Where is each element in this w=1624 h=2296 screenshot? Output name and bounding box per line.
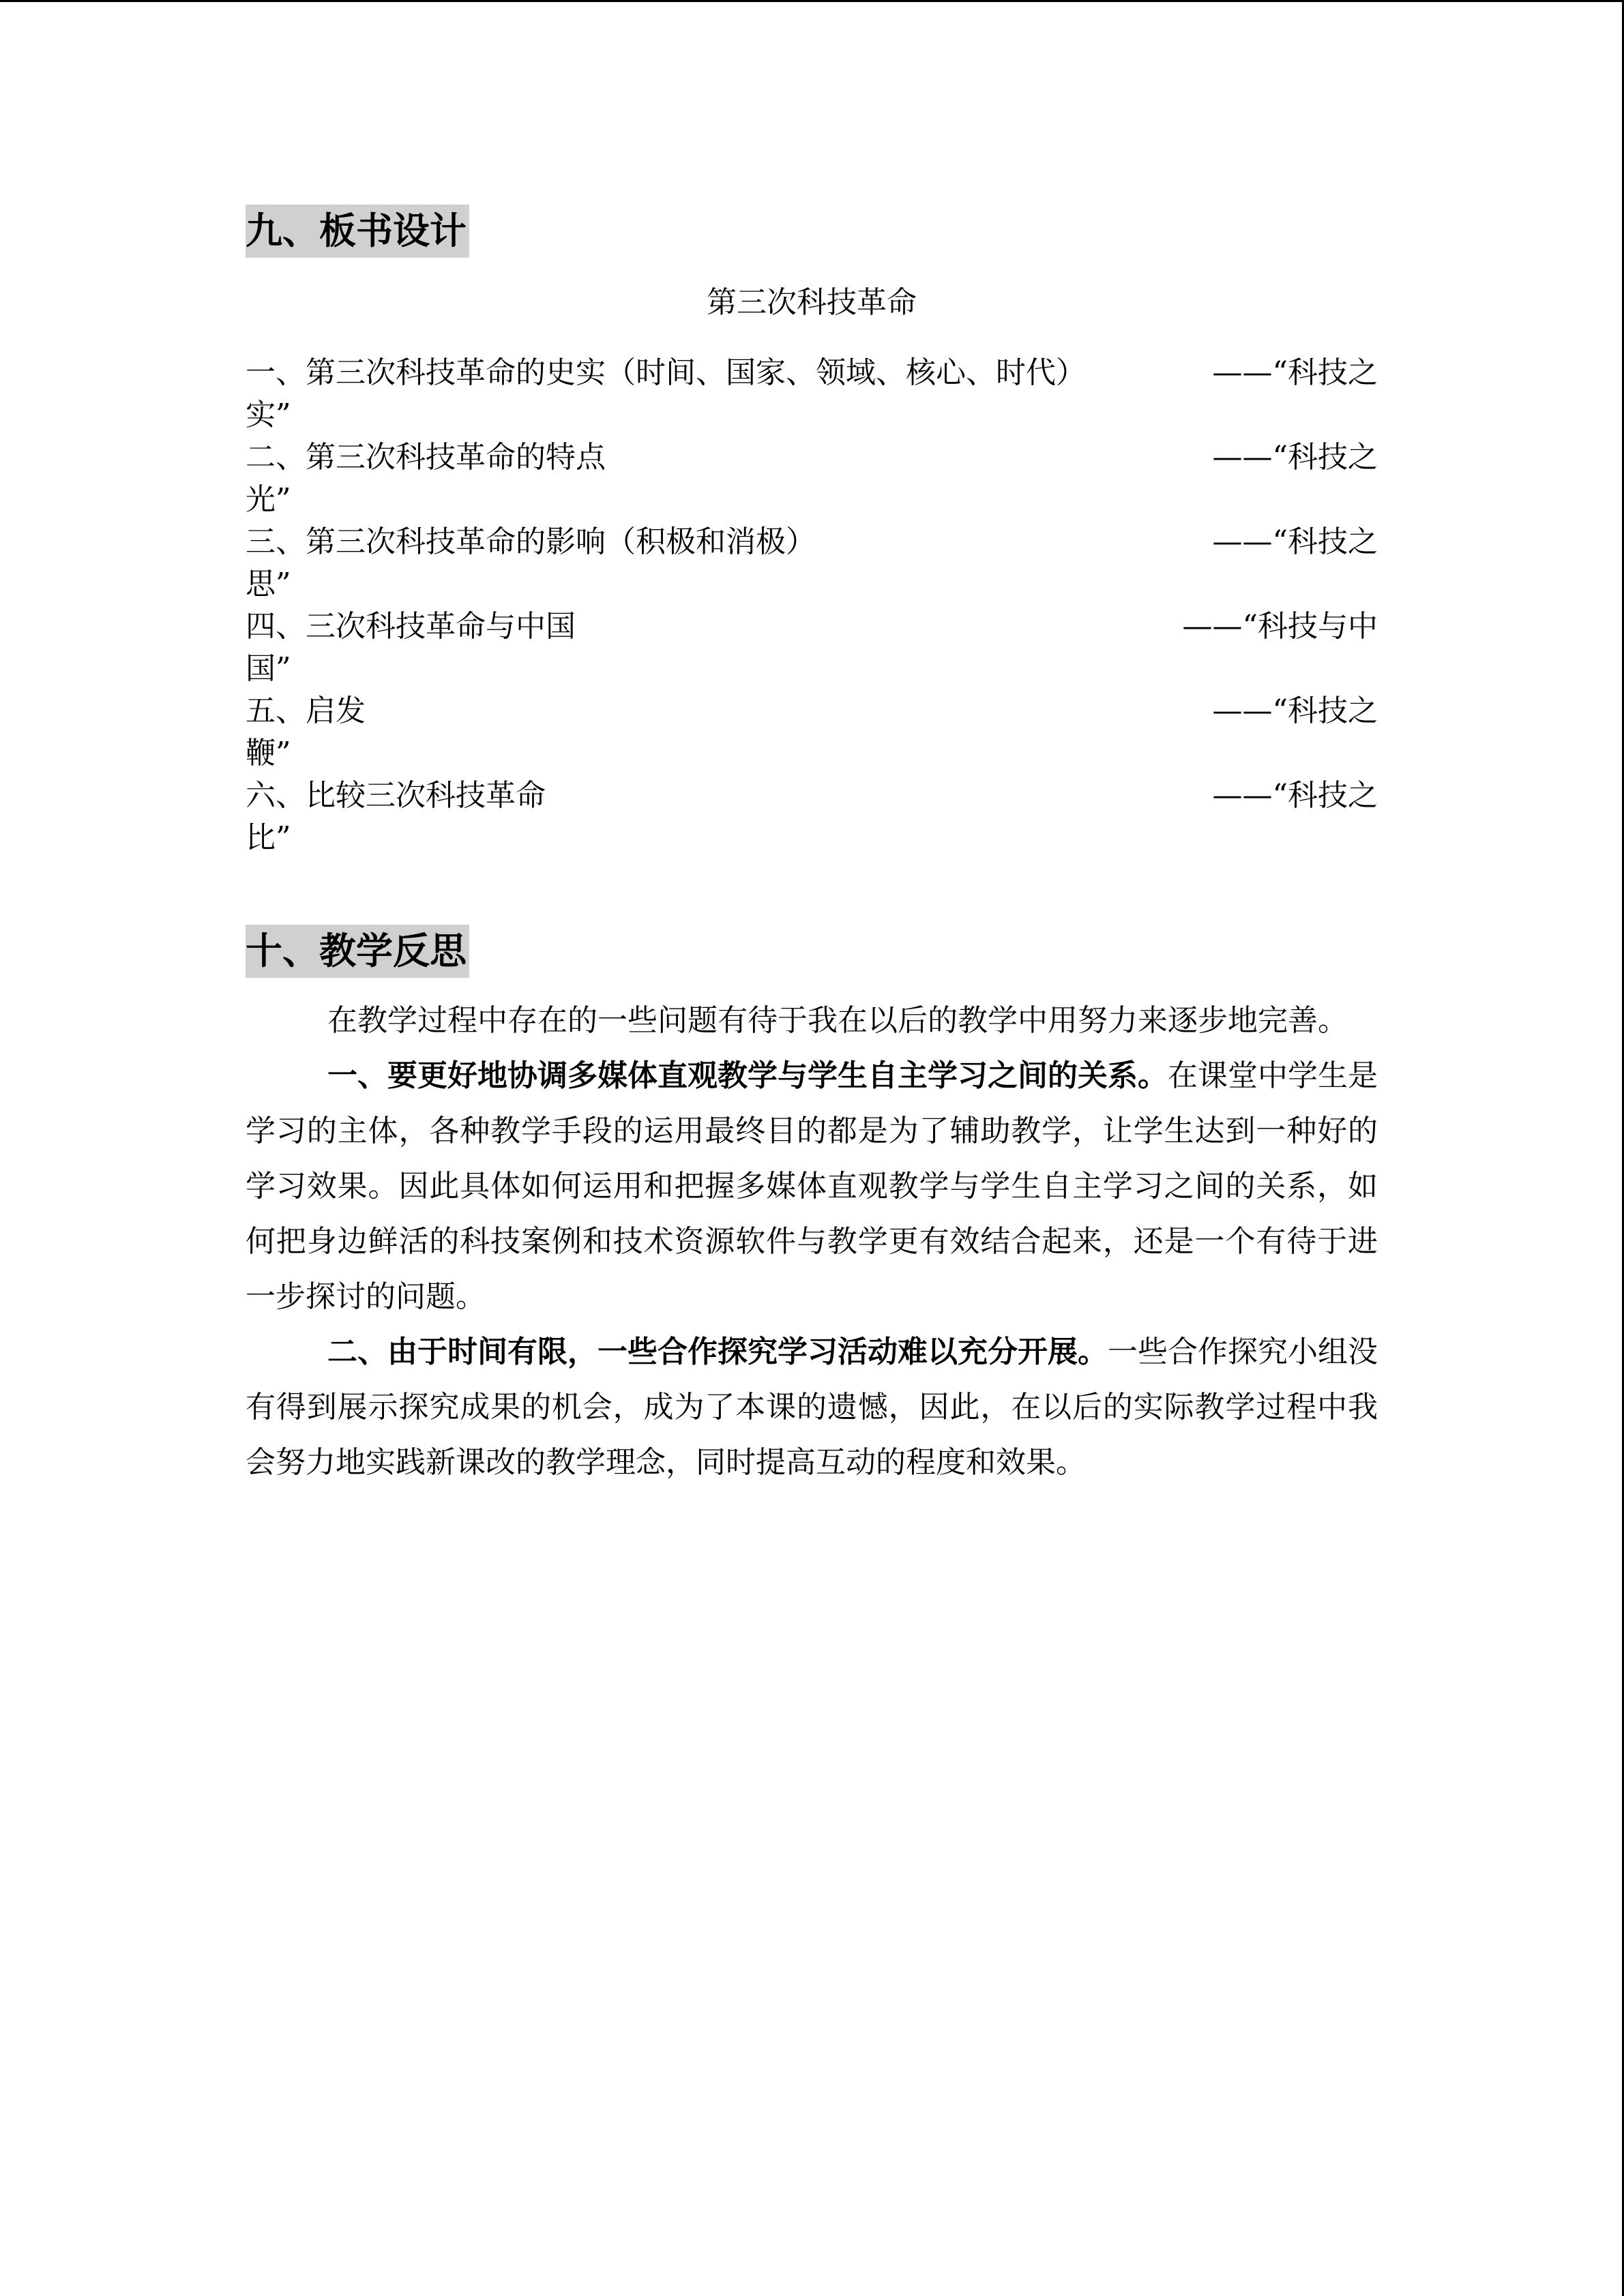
reflection-point-lead: 二、由于时间有限，一些合作探究学习活动难以充分开展。: [327, 1335, 1108, 1369]
board-item-tag-wrap: 国”: [246, 651, 291, 686]
reflection-point-lead: 一、要更好地协调多媒体直观教学与学生自主学习之间的关系。: [327, 1058, 1168, 1093]
board-item-tag: ——“科技与中: [1182, 609, 1378, 644]
board-item: [246, 521, 1378, 606]
board-item: [246, 606, 1378, 690]
reflection-point-paragraph: [246, 1324, 1378, 1490]
board-item-row: [246, 521, 1378, 563]
document-page: [246, 205, 1378, 1490]
board-item-tag-wrap: 实”: [246, 398, 291, 432]
board-item-text: 三、第三次科技革命的影响（积极和消极）: [246, 524, 816, 559]
reflection-point-body: 在课堂中学生是学习的主体，各种教学手段的运用最终目的都是为了辅助教学，让学生达到一种好的学习效果。因此具体如何运用和把握多媒体直观教学与学生自主学习之间的关系，如何把身边鲜活的科技案例和技术资源软件与教学更有效结合起来，还是一个有待于进一步探讨的问题。: [246, 1058, 1378, 1314]
section-heading-board-design: 九、板书设计: [246, 205, 469, 258]
board-item: [246, 352, 1378, 436]
section-heading-teaching-reflection: 十、教学反思: [246, 925, 469, 978]
board-item-text: 二、第三次科技革命的特点: [246, 440, 606, 475]
board-item-text: 四、三次科技革命与中国: [246, 609, 576, 644]
board-item: [246, 436, 1378, 521]
board-item: [246, 775, 1378, 859]
board-item-row: [246, 436, 1378, 479]
board-item-row: [246, 606, 1378, 648]
reflection-point-body: 一些合作探究小组没有得到展示探究成果的机会，成为了本课的遗憾，因此，在以后的实际教学过程中我会努力地实践新课改的教学理念，同时提高互动的程度和效果。: [246, 1335, 1378, 1480]
board-outline-list: [246, 352, 1378, 859]
board-item-tag: ——“科技之: [1212, 440, 1378, 475]
board-item-tag-wrap: 鞭”: [246, 736, 291, 771]
board-item-tag-wrap: 光”: [246, 482, 291, 517]
reflection-intro-paragraph: 在教学过程中存在的一些问题有待于我在以后的教学中用努力来逐步地完善。: [327, 1003, 1348, 1038]
board-item-tag-wrap: 比”: [246, 820, 291, 855]
board-item-tag: ——“科技之: [1212, 524, 1378, 559]
board-item-row: [246, 775, 1378, 817]
board-item-tag: ——“科技之: [1212, 778, 1378, 813]
reflection-point-paragraph: [246, 1048, 1378, 1324]
board-item-row: [246, 352, 1378, 394]
board-item-tag-wrap: 思”: [246, 567, 291, 601]
page-top-border: [0, 0, 1624, 2]
board-item-text: 五、启发: [246, 694, 366, 728]
board-item-row: [246, 690, 1378, 732]
board-item-tag: ——“科技之: [1212, 355, 1378, 390]
board-item: [246, 690, 1378, 775]
board-item-tag: ——“科技之: [1212, 694, 1378, 728]
board-item-text: 一、第三次科技革命的史实（时间、国家、领域、核心、时代）: [246, 355, 1086, 390]
board-item-text: 六、比较三次科技革命: [246, 778, 546, 813]
board-title: 第三次科技革命: [707, 285, 917, 320]
